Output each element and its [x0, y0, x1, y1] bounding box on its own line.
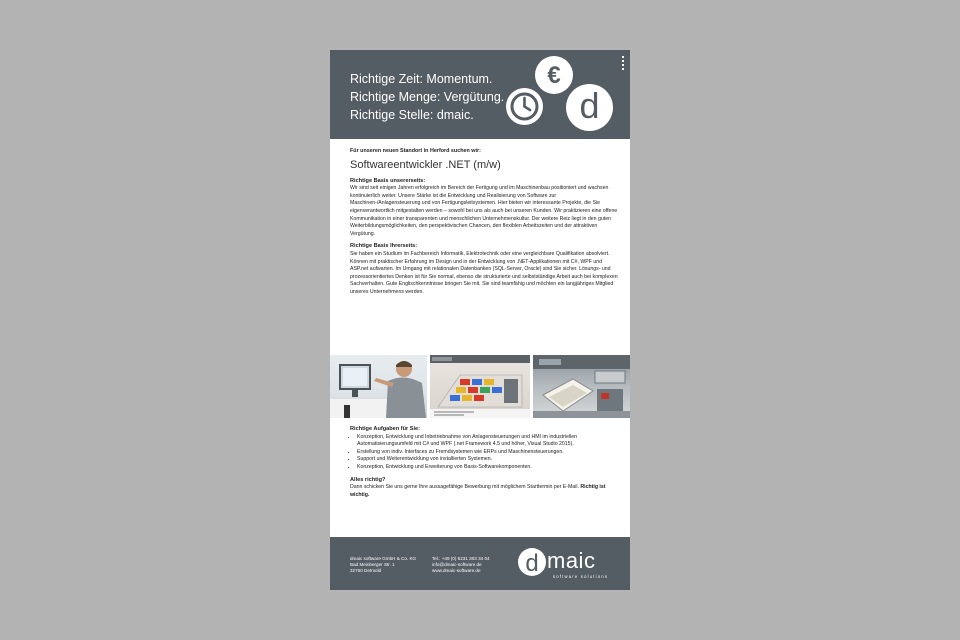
closing-heading: Alles richtig?: [350, 476, 386, 483]
logo-d-letter: d: [525, 550, 539, 577]
photo-warehouse-software: [430, 355, 530, 418]
closing-sentence: Dann schicken Sie uns gerne Ihre aussagefähige Bewerbung mit möglichem Starttermin per E-Mail.: [350, 484, 579, 491]
company-email[interactable]: info@dmaic-software.de: [432, 562, 482, 568]
task-item: • Konzeption, Entwicklung und Erweiterung von Basis-Softwarekomponenten.: [357, 464, 618, 472]
company-city: 32760 Detmold: [350, 568, 382, 574]
section-heading-tasks: Richtige Aufgaben für Sie:: [350, 426, 421, 432]
company-website[interactable]: www.dmaic-software.de: [432, 568, 481, 574]
logo-d-mark: [517, 547, 547, 577]
footer-contact: [432, 556, 490, 575]
header-band: [330, 50, 630, 139]
footer-band: [330, 537, 630, 590]
company-phone: Tel.: +49 (0) 5231 303 34 04: [432, 556, 490, 561]
task-item: • Support und Weiterentwicklung von installierten Systemen.: [357, 456, 618, 464]
company-name: dmaic software GmbH & Co. KG: [350, 556, 417, 561]
ad-body-bottom: [350, 426, 618, 499]
slogan: [350, 70, 504, 124]
d-letter: d: [579, 85, 600, 126]
menu-dots-icon: [622, 56, 624, 70]
dmaic-logo: [517, 547, 617, 583]
intro-line: Für unseren neuen Standort in Herford suchen wir:: [350, 148, 481, 154]
slogan-line-2: Richtige Menge: Vergütung.: [350, 90, 505, 104]
photo-strip: [330, 355, 630, 418]
job-title: Softwareentwickler .NET (m/w): [350, 158, 501, 171]
clock-icon: [506, 88, 543, 125]
task-item: • Erstellung von indiv. Interfaces zu Fremdsystemen wie ERPs und Maschinensteuerungen.: [357, 449, 618, 457]
company-street: Bad Meinberger Str. 1: [350, 562, 395, 568]
slogan-line-1: Richtige Zeit: Momentum.: [350, 72, 493, 86]
task-item: • Konzeption, Entwicklung und Inbetriebnahme von Anlagensteuerungen und HMI im industriellen Automatisierungsumfeld mit C# und WPF (.net Framework 4.5 und höher, Visual Studio 2015).: [357, 434, 618, 449]
dmaic-d-icon: [566, 84, 613, 131]
logo-wordmark: maic: [547, 548, 596, 573]
ad-body-top: [350, 148, 618, 302]
logo-tagline: software solutions: [553, 574, 609, 579]
job-ad-page: [330, 50, 630, 590]
photo-production-machine: [533, 355, 630, 418]
section-heading-company: Richtige Basis unsererseits:: [350, 177, 426, 184]
slogan-line-3: Richtige Stelle: dmaic.: [350, 108, 474, 122]
section-text-requirements: Sie haben ein Studium im Fachbereich Informatik, Elektrotechnik oder eine vergleichbare Qualifikation absolviert. Können mit praktischer Erfahrung im Design und in der Entwicklung von .NET-Applikationen mit C#, WPF und ASP.net aufwarten. Im Umgang mit relationalen Datenbanken (SQL-Server, Oracle) sind Sie sicher. Lösungs- und prozessorientiertes Denken ist für Sie normal, ebenso die strukturierte und selbstständige Arbeit auch bei komplexen Sachverhalten. Gute Englischkenntnisse bringen Sie mit. Sie sind teamfähig und möchten ein langjähriges Mitglied unseres Unternehmens werden.: [350, 250, 618, 295]
euro-symbol: €: [547, 62, 561, 89]
section-text-company: Wir sind seit einigen Jahren erfolgreich im Bereich der Fertigung und im Maschinenbau positioniert und wachsen kontinuierlich weiter. Unsere Stärke ist die Entwicklung und Realisierung von Software zur Maschinen-/Anlagensteuerung und von Fertigungsleitsystemen. Hier bieten wir interessante Projekte, die Sie eigenverantwortlich mitgestalten werden – sowohl bei uns als auch bei unseren Kunden. Wir praktizieren eine offene Kommunikation in einer transparenten und menschlichen Unternehmenskultur. Der weitere Reiz liegt in den guten Weiterbildungsmöglichkeiten, den perspektivischen Chancen, den flexiblen Arbeitszeiten und der attraktiven Vergütung.: [350, 185, 618, 237]
photo-office-worker: [330, 355, 427, 418]
section-heading-requirements: Richtige Basis Ihrerseits:: [350, 243, 418, 250]
task-list: [350, 434, 618, 472]
closing-text: [350, 484, 618, 499]
footer-address: [350, 556, 416, 575]
closing-emphasis: Richtig ist wichtig.: [350, 484, 606, 498]
